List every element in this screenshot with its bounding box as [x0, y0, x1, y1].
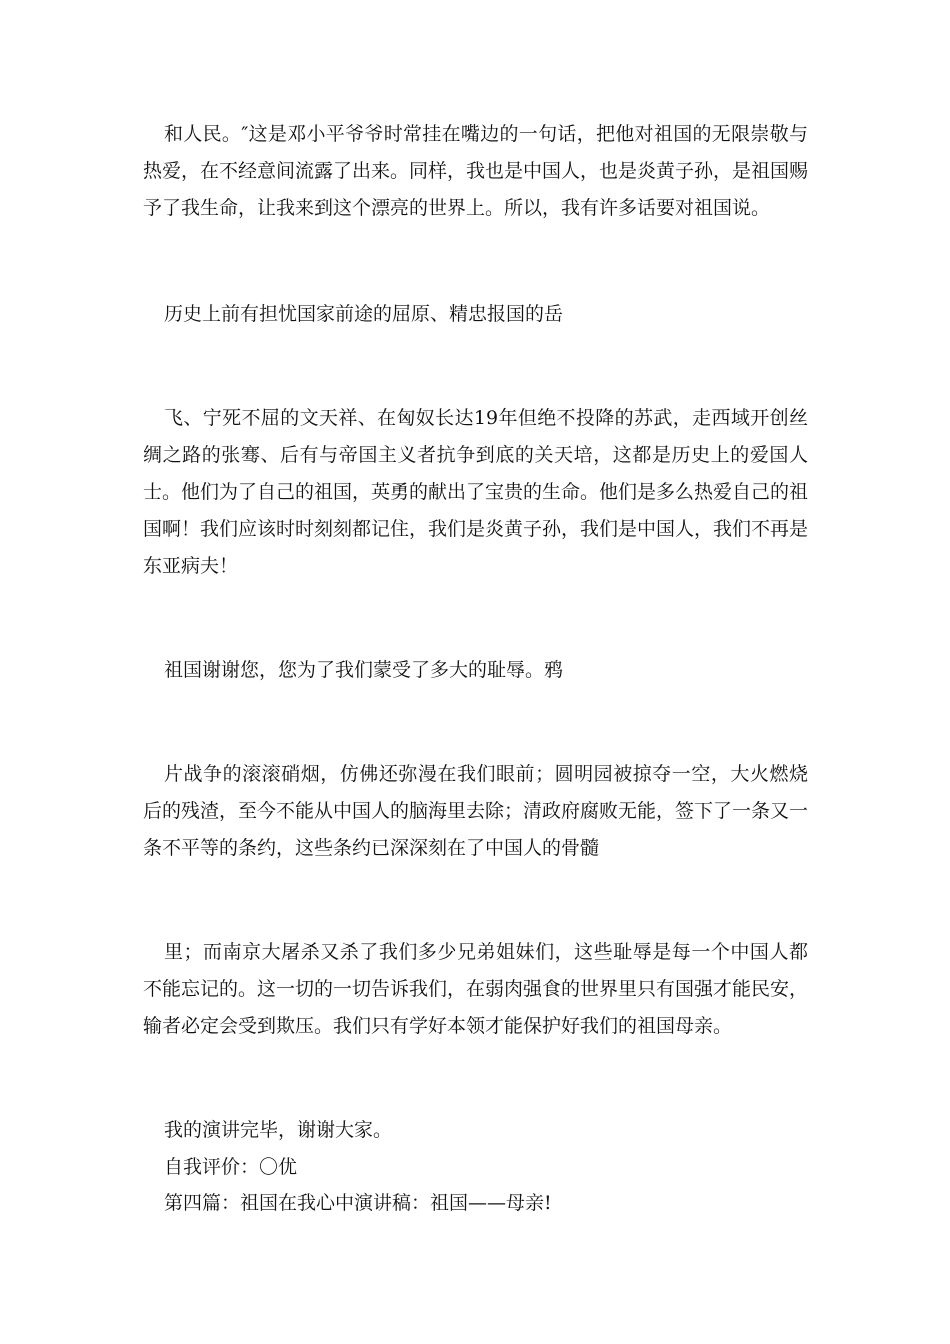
paragraph-2: 历史上前有担忧国家前途的屈原、精忠报国的岳	[164, 303, 564, 325]
paragraph-3: 飞、宁死不屈的文天祥、在匈奴长达19年但绝不投降的苏武，走西域开创丝绸之路的张骞、后有与帝国主义者抗争到底的关天培，这都是历史上的爱国人士。他们为了自己的祖国，英勇的献出了宝贵的生命。他们是多么热爱自己的祖国啊！我们应该时时刻刻都记住，我们是炎黄子孙，我们是中国人，我们不再是东亚病夫！	[143, 407, 809, 577]
paragraph-5: 片战争的滚滚硝烟，仿佛还弥漫在我们眼前；圆明园被掠夺一空，大火燃烧后的残渣，至今不能从中国人的脑海里去除；清政府腐败无能，签下了一条又一条不平等的条约，这些条约已深深刻在了中国人的骨髓	[143, 763, 809, 859]
next-article-title: 第四篇：祖国在我心中演讲稿：祖国——母亲!	[164, 1192, 552, 1214]
paragraph-4: 祖国谢谢您，您为了我们蒙受了多大的耻辱。鸦	[164, 659, 564, 681]
self-evaluation-line: 自我评价：〇优	[164, 1156, 298, 1178]
closing-line: 我的演讲完毕，谢谢大家。	[164, 1119, 393, 1141]
paragraph-1: 和人民。″这是邓小平爷爷时常挂在嘴边的一句话，把他对祖国的无限崇敬与热爱，在不经意间流露了出来。同样，我也是中国人，也是炎黄子孙，是祖国赐予了我生命，让我来到这个漂亮的世界上。所以，我有许多话要对祖国说。	[143, 123, 809, 219]
paragraph-6: 里；而南京大屠杀又杀了我们多少兄弟姐妹们，这些耻辱是每一个中国人都不能忘记的。这一切的一切告诉我们，在弱肉强食的世界里只有国强才能民安，输者必定会受到欺压。我们只有学好本领才能保护好我们的祖国母亲。	[143, 941, 809, 1037]
